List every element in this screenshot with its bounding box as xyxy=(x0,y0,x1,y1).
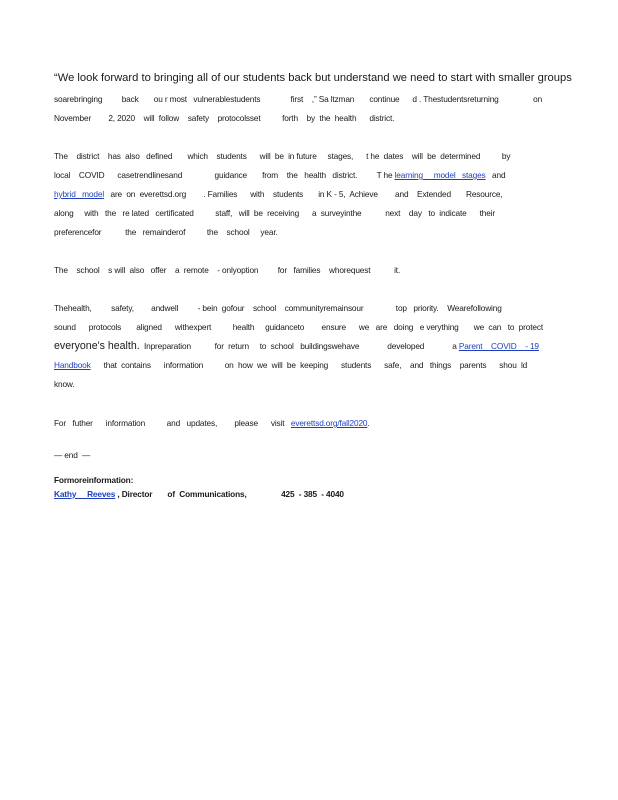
paragraph-1-line-1: “We look forward to bringing all of our students back but understand we need to start with smaller groups xyxy=(54,72,572,84)
paragraph-4-line-4 xyxy=(54,360,574,370)
paragraph-2-line-2-text: local COVID casetrendlinesand guidance from the health district. T he xyxy=(54,170,395,180)
fall2020-link[interactable]: everettsd.org/fall2020 xyxy=(290,418,368,428)
contact-heading: Formoreinformation: xyxy=(54,475,134,485)
contact-name-link[interactable]: Kathy Reeves xyxy=(54,489,116,499)
paragraph-4-line-5: know. xyxy=(54,379,75,389)
paragraph-2-line-3-text: are on everettsd.org . Families with students in K - 5, Achieve and Extended Resource, xyxy=(104,189,503,199)
paragraph-2-line-5: preferencefor the remainderof the school year. xyxy=(54,227,278,237)
paragraph-4-line-3-text: Inpreparation for return to school buildingswehave developed a xyxy=(139,341,459,351)
paragraph-1-line-2: soarebringing back ou r most vulnerablestudents first ,” Sa ltzman continue d . Thestudentsreturning on xyxy=(54,94,543,104)
end-marker: — end — xyxy=(54,450,91,460)
paragraph-4-line-1: Thehealth, safety, andwell - bein gofour school communityremainsour top priority. Wearefollowing xyxy=(54,303,502,313)
paragraph-2-line-4: along with the re lated certificated staff, will be receiving a surveyinthe next day to indicate their xyxy=(54,208,495,218)
paragraph-4-line-4-text: that contains information on how we will be keeping students safe, and things parents shou ld xyxy=(90,360,528,370)
paragraph-2-line-2-tail: and xyxy=(485,170,506,180)
paragraph-2-line-2 xyxy=(54,170,574,180)
paragraph-5-text: For futher information and updates, please visit xyxy=(54,418,291,428)
paragraph-4-line-3 xyxy=(54,341,574,351)
paragraph-4-line-2: sound protocols aligned withexpert health guidanceto ensure we are doing e verything we can to protect xyxy=(54,322,543,332)
paragraph-2-line-1: The district has also defined which students will be in future stages, t he dates will be determined by xyxy=(54,151,511,161)
paragraph-3-line-1: The school s will also offer a remote - onlyoption for families whorequest it. xyxy=(54,265,401,275)
paragraph-5-tail: . xyxy=(367,418,370,428)
paragraph-4-line-3-lead: everyone's health. xyxy=(54,340,140,352)
parent-covid-19-handbook-link[interactable]: Parent COVID - 19 xyxy=(458,341,539,351)
paragraph-1-line-3: November 2, 2020 will follow safety protocolsset forth by the health district. xyxy=(54,113,395,123)
handbook-link[interactable]: Handbook xyxy=(54,360,91,370)
learning-model-stages-link[interactable]: learning model stages xyxy=(394,170,486,180)
contact-line xyxy=(54,489,574,499)
contact-details: , Director of Communications, 425 - 385 - 4040 xyxy=(115,489,344,499)
paragraph-5-line-1 xyxy=(54,418,574,428)
paragraph-2-line-3 xyxy=(54,189,574,199)
hybrid-model-link[interactable]: hybrid model xyxy=(54,189,105,199)
